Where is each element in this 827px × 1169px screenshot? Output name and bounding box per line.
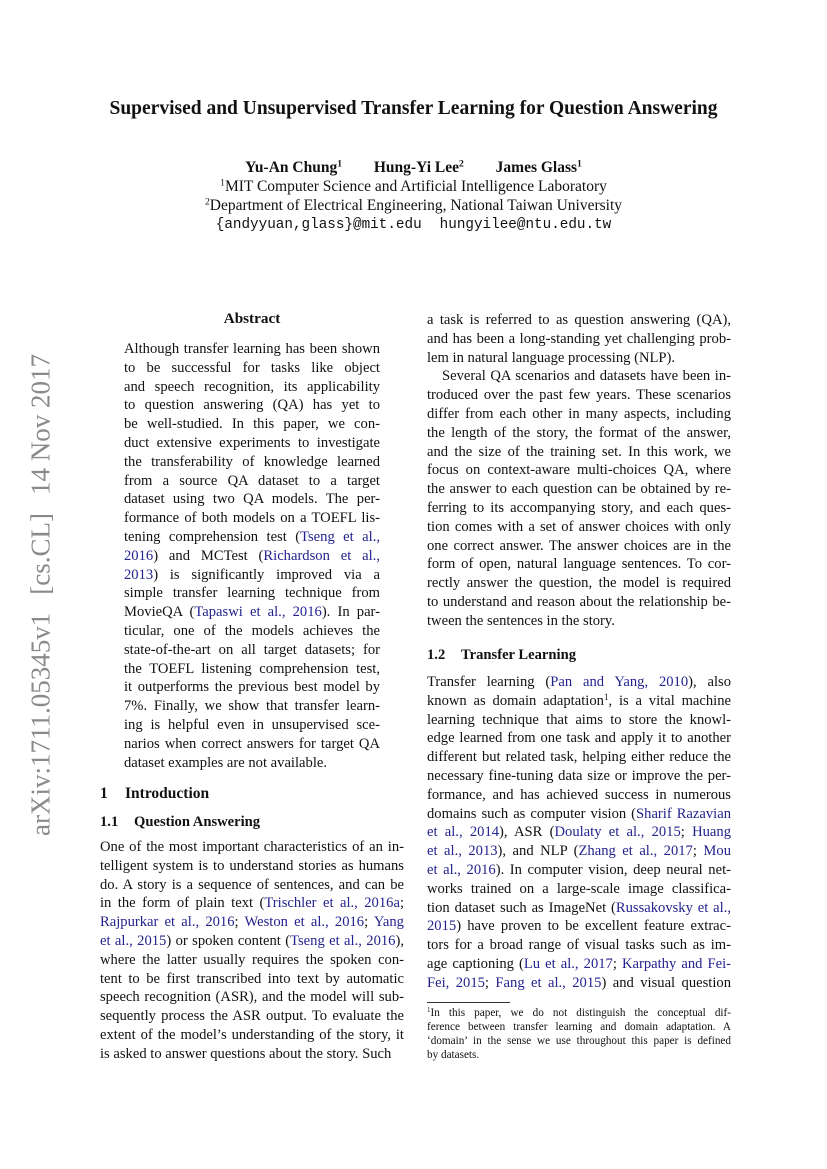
paragraph	[427, 311, 731, 367]
text-segment: dataset examples are not available.	[124, 754, 328, 771]
author	[496, 159, 582, 176]
text-line	[427, 480, 731, 499]
text-line	[100, 838, 404, 857]
text-segment: ), and NLP (	[497, 843, 579, 860]
text-line	[427, 729, 731, 748]
text-segment: tening comprehension test (	[124, 528, 301, 545]
paragraph	[124, 340, 380, 772]
affiliation-mark: 2	[204, 196, 210, 208]
text-line	[427, 555, 731, 574]
author	[374, 159, 464, 176]
text-line	[124, 490, 380, 509]
text-segment: edge learned from one task and apply it to another	[427, 730, 731, 747]
citation-link[interactable]: 2016	[124, 547, 154, 564]
intro-body	[100, 838, 404, 1064]
text-segment: to understand and reason about the relationship be-	[427, 593, 731, 610]
text-segment: and the size of the training set. In this work, we	[427, 443, 731, 460]
section-number: 1.1	[100, 814, 119, 830]
citation-link[interactable]: 2015	[427, 918, 457, 935]
text-line	[427, 461, 731, 480]
text-line	[124, 434, 380, 453]
citation-link[interactable]: 2013	[124, 566, 154, 583]
section-number: 1.2	[427, 647, 446, 663]
affiliation-text: MIT Computer Science and Artificial Intelligence Laboratory	[224, 178, 607, 195]
section-title: Question Answering	[134, 814, 261, 830]
text-line	[100, 857, 404, 876]
text-segment: to question answering (QA) has yet to	[124, 397, 380, 414]
citation-link[interactable]: Tseng et al.,	[300, 528, 380, 545]
text-line	[124, 678, 380, 697]
citation-link[interactable]: et al., 2016	[427, 861, 496, 878]
text-line	[100, 932, 404, 951]
text-line	[427, 386, 731, 405]
subsection-heading-transfer-learning	[427, 647, 576, 664]
text-line	[124, 415, 380, 434]
text-line	[100, 988, 404, 1007]
text-segment: form of open, natural language sentences. To cor-	[427, 556, 731, 573]
text-segment: a task is referred to as question answering (QA),	[427, 312, 731, 328]
text-line	[427, 1035, 731, 1049]
citation-link[interactable]: Doulaty et al., 2015	[554, 824, 681, 841]
text-segment: simple transfer learning technique from	[124, 585, 380, 602]
text-segment: the TOEFL listening comprehension test,	[124, 660, 380, 677]
citation-link[interactable]: Rajpurkar et al., 2016	[100, 914, 235, 931]
citation-link[interactable]: et al., 2013	[427, 843, 498, 860]
text-segment: , is a vital machine	[608, 692, 732, 709]
text-segment: MovieQA (	[124, 604, 195, 621]
text-line	[427, 823, 731, 842]
text-line	[427, 805, 731, 824]
text-segment: it outperforms the previous best model by	[124, 679, 380, 696]
text-segment: ) have proven to be excellent feature extrac-	[456, 918, 731, 935]
text-segment: ;	[234, 914, 245, 931]
text-line	[427, 443, 731, 462]
text-line	[427, 974, 731, 993]
text-line	[427, 899, 731, 918]
paragraph	[100, 838, 404, 1064]
text-line	[427, 917, 731, 936]
text-segment: differ from each other in many aspects, including	[427, 405, 731, 422]
text-line	[427, 692, 731, 711]
text-line	[427, 349, 731, 368]
text-segment: lem in natural language processing (NLP).	[427, 349, 676, 366]
text-segment: ). In par-	[321, 604, 380, 621]
text-segment: and speech recognition, its applicability	[124, 378, 380, 395]
text-line	[124, 547, 380, 566]
text-line	[427, 767, 731, 786]
text-segment: the answer to each question can be obtained by re-	[427, 481, 731, 498]
text-segment: to be successful for tasks like object	[124, 359, 380, 376]
text-line	[124, 528, 380, 547]
text-segment: state-of-the-art on all target datasets; for	[124, 641, 380, 658]
text-segment: tent to be first transcribed into text by automatic	[100, 970, 404, 987]
text-segment: known as domain adaptation	[427, 692, 604, 709]
text-line	[124, 584, 380, 603]
text-line	[100, 913, 404, 932]
text-line	[427, 593, 731, 612]
author-name: Yu-An Chung	[245, 159, 338, 176]
text-segment: one correct answer. The answer choices are in the	[427, 537, 731, 554]
text-line	[427, 936, 731, 955]
text-line	[427, 367, 731, 386]
text-line	[427, 330, 731, 349]
paragraph	[427, 673, 731, 993]
text-segment: ). In computer vision, deep neural net-	[495, 861, 731, 878]
text-line	[124, 716, 380, 735]
text-segment: tion dataset such as ImageNet (	[427, 899, 616, 916]
author-name: James Glass	[495, 159, 578, 176]
text-segment: formance, and has achieved success in numerous	[427, 786, 731, 803]
text-line	[427, 880, 731, 899]
citation-link[interactable]: et al., 2014	[427, 824, 500, 841]
text-line	[124, 603, 380, 622]
text-segment: ;	[692, 843, 704, 860]
affiliation-mark: 1	[577, 158, 582, 170]
text-segment: the transferability of knowledge learned	[124, 453, 380, 470]
text-segment: troduced over the past few years. These scenarios	[427, 387, 731, 404]
citation-link[interactable]: Fang et al., 2015	[495, 974, 602, 991]
text-line	[100, 876, 404, 895]
author-list	[0, 159, 827, 177]
text-segment: domains such as computer vision (	[427, 805, 637, 822]
affiliation-text: Department of Electrical Engineering, National Taiwan University	[209, 197, 623, 214]
text-line	[100, 1026, 404, 1045]
citation-link[interactable]: Huang	[692, 824, 731, 841]
text-segment: narios when correct answers for target QA	[124, 735, 380, 752]
text-line	[427, 1007, 731, 1021]
affiliation	[0, 197, 827, 215]
text-segment: ), ASR (	[499, 824, 555, 841]
citation-link[interactable]: Russakovsky et al.,	[615, 899, 731, 916]
text-segment: In this paper, we do not distinguish the conceptual dif-	[430, 1007, 731, 1019]
text-line	[427, 955, 731, 974]
affiliation	[0, 178, 827, 196]
arxiv-category: [cs.CL]	[25, 513, 56, 595]
email-list	[0, 217, 827, 233]
text-segment: Several QA scenarios and datasets have been in-	[442, 368, 731, 385]
section-title: Transfer Learning	[461, 647, 576, 663]
email[interactable]: hungyilee@ntu.edu.tw	[439, 217, 612, 233]
text-segment: works trained on a large-scale image classifica-	[427, 880, 731, 897]
text-line	[427, 842, 731, 861]
text-line	[427, 1021, 731, 1035]
subsection-heading-question-answering	[100, 814, 260, 831]
text-line	[427, 673, 731, 692]
footnote-mark[interactable]: 1	[603, 691, 609, 702]
text-line	[124, 622, 380, 641]
author	[245, 159, 342, 176]
text-segment: extent of the model’s understanding of the story, it	[100, 1026, 404, 1043]
text-line	[427, 499, 731, 518]
text-segment: Transfer learning (	[427, 674, 551, 690]
citation-link[interactable]: Weston et al., 2016	[244, 914, 365, 931]
citation-link[interactable]: Tapaswi et al., 2016	[194, 604, 322, 621]
text-segment: by datasets.	[427, 1048, 480, 1061]
text-line	[124, 378, 380, 397]
text-line	[427, 748, 731, 767]
text-line	[124, 754, 380, 773]
text-line	[100, 951, 404, 970]
citation-link[interactable]: Richardson et al.,	[263, 547, 380, 564]
text-line	[124, 735, 380, 754]
text-line	[124, 472, 380, 491]
affiliation-mark: 1	[337, 158, 342, 170]
text-line	[124, 641, 380, 660]
text-segment: tion comes with a set of answer choices with only	[427, 518, 731, 535]
text-line	[124, 509, 380, 528]
text-line	[124, 340, 380, 359]
citation-link[interactable]: Yang	[373, 914, 404, 931]
text-segment: ‘domain’ in the sense we use throughout this paper is defined	[427, 1034, 731, 1047]
citation-link[interactable]: Trischler et al., 2016a	[264, 895, 400, 912]
footnote-mark[interactable]: 1	[427, 1006, 431, 1015]
citation-link[interactable]: Sharif Razavian	[636, 805, 731, 822]
arxiv-date: 14 Nov 2017	[25, 354, 56, 496]
text-segment: where the latter usually requires the spoken con-	[100, 951, 404, 968]
text-line	[124, 697, 380, 716]
text-line	[124, 453, 380, 472]
text-segment: formance of both models on a TOEFL lis-	[124, 510, 380, 527]
text-segment: ference between transfer learning and domain adaptation. A	[427, 1020, 731, 1033]
citation-link[interactable]: Fei, 2015	[427, 974, 485, 991]
text-line	[427, 861, 731, 880]
text-segment: ticular, one of the models achieves the	[124, 622, 380, 639]
citation-link[interactable]: Zhang et al., 2017	[578, 843, 693, 860]
text-segment: and has been a long-standing yet challenging prob-	[427, 330, 731, 347]
text-segment: 7%. Finally, we show that transfer learn-	[124, 698, 380, 715]
text-segment: ing is helpful even in unsupervised sce-	[124, 716, 380, 733]
right-column-body	[427, 311, 731, 631]
text-line	[124, 359, 380, 378]
text-segment: ) is significantly improved via a	[153, 566, 380, 583]
text-segment: duct extensive experiments to investigate	[124, 434, 380, 451]
text-segment: be well-studied. In this paper, we con-	[124, 416, 380, 433]
citation-link[interactable]: Mou	[703, 843, 731, 860]
text-segment: age captioning (	[427, 955, 524, 972]
text-segment: Although transfer learning has been shown	[124, 341, 380, 357]
text-segment: in the form of plain text (	[100, 895, 265, 912]
text-segment: ;	[484, 974, 496, 991]
transfer-learning-body	[427, 673, 731, 993]
footnote-divider	[427, 1002, 510, 1003]
text-segment: necessary fine-tuning data size or improve the per-	[427, 767, 731, 784]
text-segment: telligent system is to understand stories as humans	[100, 857, 404, 874]
text-segment: speech recognition (ASR), and the model will sub-	[100, 989, 404, 1006]
arxiv-id: arXiv:1711.05345v1	[25, 612, 56, 836]
citation-link[interactable]: Tseng et al., 2016	[290, 932, 396, 949]
abstract-body	[124, 340, 380, 772]
affiliation-mark: 2	[458, 158, 464, 170]
text-segment: ferring to its accompanying story, and each ques-	[427, 499, 731, 516]
section-title: Introduction	[125, 785, 210, 802]
text-segment: ) and visual question	[601, 974, 731, 991]
text-line	[124, 660, 380, 679]
paper-title: Supervised and Unsupervised Transfer Learning for Question Answering	[109, 98, 718, 119]
text-segment: focus on context-aware multi-choices QA, where	[427, 462, 731, 479]
text-line	[427, 537, 731, 556]
text-line	[427, 711, 731, 730]
footnote	[427, 1007, 731, 1063]
text-segment: ) and MCTest (	[153, 547, 264, 564]
text-segment: ), also	[688, 674, 731, 690]
section-heading-introduction	[100, 785, 209, 803]
text-line	[100, 970, 404, 989]
abstract-heading: Abstract	[223, 310, 281, 327]
text-segment: tors for a broad range of visual tasks such as im-	[427, 937, 731, 954]
text-segment: ;	[399, 895, 404, 912]
text-line	[427, 574, 731, 593]
text-segment: tween the sentences in the story.	[427, 612, 615, 629]
text-segment: different but related task, helping either reduce the	[427, 749, 731, 766]
text-segment: rectly answer the question, the model is required	[427, 575, 731, 592]
text-line	[100, 1045, 404, 1064]
citation-link[interactable]: Lu et al., 2017	[523, 955, 613, 972]
text-segment: ;	[364, 914, 374, 931]
text-line	[427, 786, 731, 805]
text-segment: learning technique that aims to store the knowl-	[427, 711, 731, 728]
author-name: Hung-Yi Lee	[373, 159, 459, 176]
paragraph	[427, 367, 731, 630]
text-line	[124, 396, 380, 415]
affiliation-mark: 1	[220, 177, 225, 189]
text-line	[427, 311, 731, 330]
text-segment: the length of the story, the format of the answer,	[427, 424, 731, 441]
text-segment: do. A story is a sequence of sentences, and can be	[100, 876, 404, 893]
text-line	[100, 894, 404, 913]
citation-link[interactable]: et al., 2015	[100, 932, 167, 949]
text-line	[427, 612, 731, 631]
text-segment: ;	[612, 955, 622, 972]
email[interactable]: {andyyuan,glass}@mit.edu	[215, 217, 422, 233]
text-line	[427, 518, 731, 537]
text-line	[100, 1007, 404, 1026]
text-segment: dataset using two QA models. The per-	[124, 491, 380, 508]
text-segment: is asked to answer questions about the story. Such	[100, 1045, 392, 1062]
citation-link[interactable]: Karpathy and Fei-	[621, 955, 731, 972]
paragraph	[427, 1007, 731, 1063]
section-number: 1	[100, 785, 108, 802]
text-segment: One of the most important characteristics of an in-	[100, 839, 404, 855]
arxiv-identifier	[26, 354, 57, 836]
citation-link[interactable]: Pan and Yang, 2010	[550, 674, 689, 690]
text-segment: ) or spoken content (	[166, 932, 291, 949]
text-segment: sequently process the ASR output. To evaluate the	[100, 1008, 404, 1025]
text-segment: ;	[680, 824, 693, 841]
text-line	[427, 405, 731, 424]
text-segment: from a source QA dataset to a target	[124, 472, 380, 489]
text-line	[427, 424, 731, 443]
text-line	[124, 566, 380, 585]
text-line	[427, 1049, 731, 1063]
text-segment: ),	[395, 932, 404, 949]
